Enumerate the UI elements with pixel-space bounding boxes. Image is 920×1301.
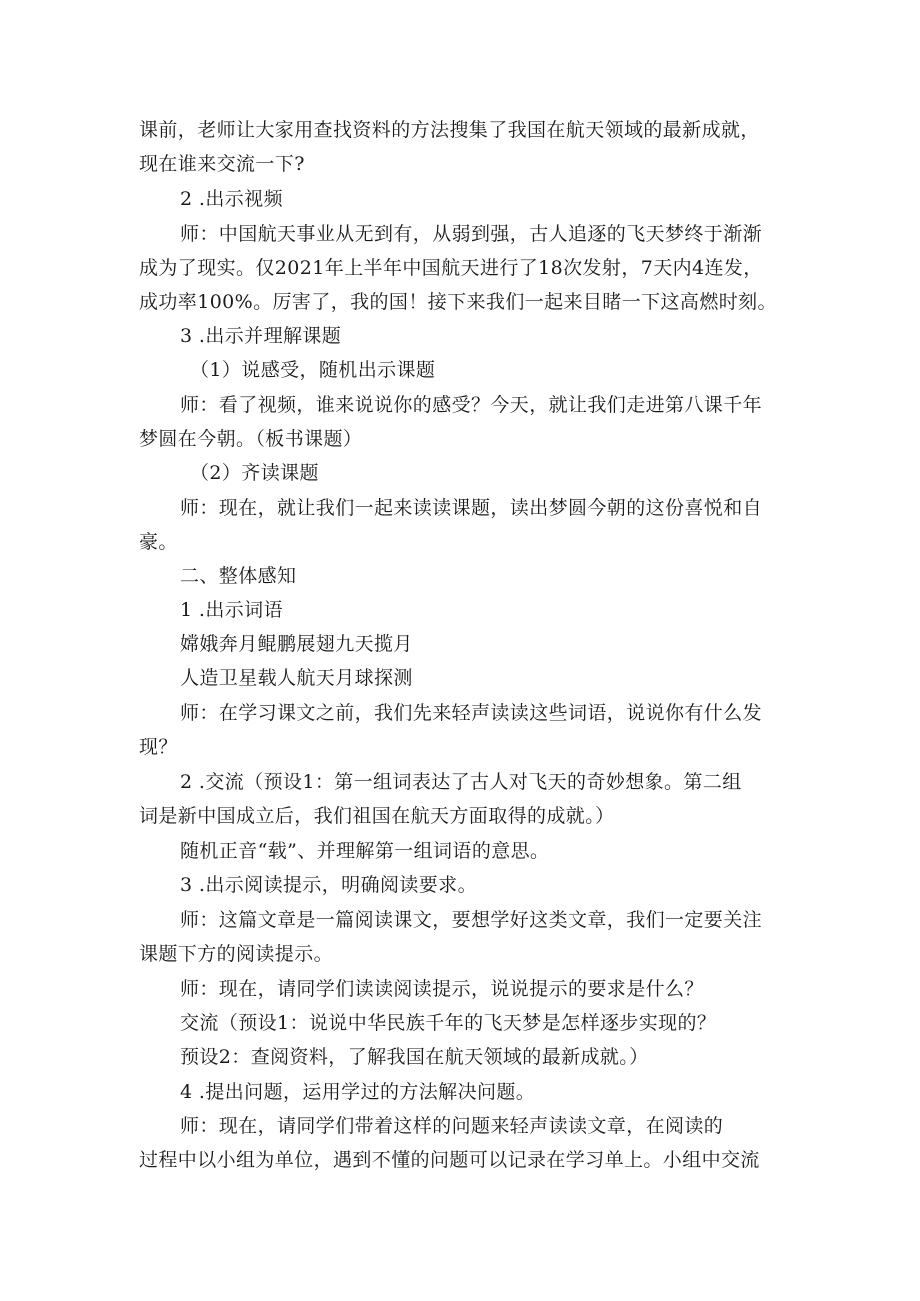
paragraph-line: 师：在学习课文之前，我们先来轻声读读这些词语，说说你有什么发 [180,702,763,724]
paragraph-line: 师：中国航天事业从无到有，从弱到强，古人追逐的飞天梦终于渐渐 [180,223,763,245]
paragraph-line: 师：现在，请同学们读读阅读提示，说说提示的要求是什么？ [180,978,704,1000]
paragraph-line: 成功率100%。厉害了，我的国！接下来我们一起来目睹一下这高燃时刻。 [139,291,777,313]
section-heading: 3 .出示阅读提示，明确阅读要求。 [180,874,477,896]
paragraph-line: 豪。 [139,531,178,553]
section-heading: 1 .出示词语 [180,599,283,621]
word-group-line: 嫦娥奔月鲲鹏展翅九天揽月 [180,633,413,655]
paragraph-line: 预设2：查阅资料，了解我国在航天领域的最新成就。） [180,1046,649,1068]
section-heading: 3 .出示并理解课题 [180,325,342,347]
paragraph-line: 现在谁来交流一下? [139,153,305,175]
paragraph-line: 梦圆在今朝。（板书课题） [139,428,363,450]
paragraph-line: 词是新中国成立后，我们祖国在航天方面取得的成就。） [139,805,615,827]
paragraph-line: 师：现在，就让我们一起来读读课题，读出梦圆今朝的这份喜悦和自 [180,497,763,519]
paragraph-line: 2 .交流（预设1：第一组词表达了古人对飞天的奇妙想象。第二组 [180,771,742,793]
subsection-heading: （2）齐读课题 [190,462,319,484]
paragraph-line: 课前，老师让大家用查找资料的方法搜集了我国在航天领域的最新成就， [139,119,760,141]
section-heading: 二、整体感知 [180,565,297,587]
paragraph-line: 课题下方的阅读提示。 [139,943,334,965]
paragraph-line: 成为了现实。仅2021年上半年中国航天进行了18次发射，7天内4连发， [139,257,763,279]
word-group-line: 人造卫星载人航天月球探测 [180,667,413,689]
paragraph-line: 交流（预设1：说说中华民族千年的飞天梦是怎样逐步实现的？ [180,1012,717,1034]
section-heading: 4 .提出问题，运用学过的方法解决问题。 [180,1081,536,1103]
paragraph-line: 师：这篇文章是一篇阅读课文，要想学好这类文章，我们一定要关注 [180,909,763,931]
paragraph-line: 随机正音“载”、并理解第一组词语的意思。 [180,840,550,862]
paragraph-line: 师：现在，请同学们带着这样的问题来轻声读读文章，在阅读的 [180,1115,724,1137]
paragraph-line: 过程中以小组为单位，遇到不懂的问题可以记录在学习单上。小组中交流 [139,1149,760,1171]
paragraph-line: 现？ [139,736,178,758]
paragraph-line: 师：看了视频，谁来说说你的感受？今天，就让我们走进第八课千年 [180,394,763,416]
subsection-heading: （1）说感受，随机出示课题 [190,359,436,381]
section-heading: 2 .出示视频 [180,188,283,210]
